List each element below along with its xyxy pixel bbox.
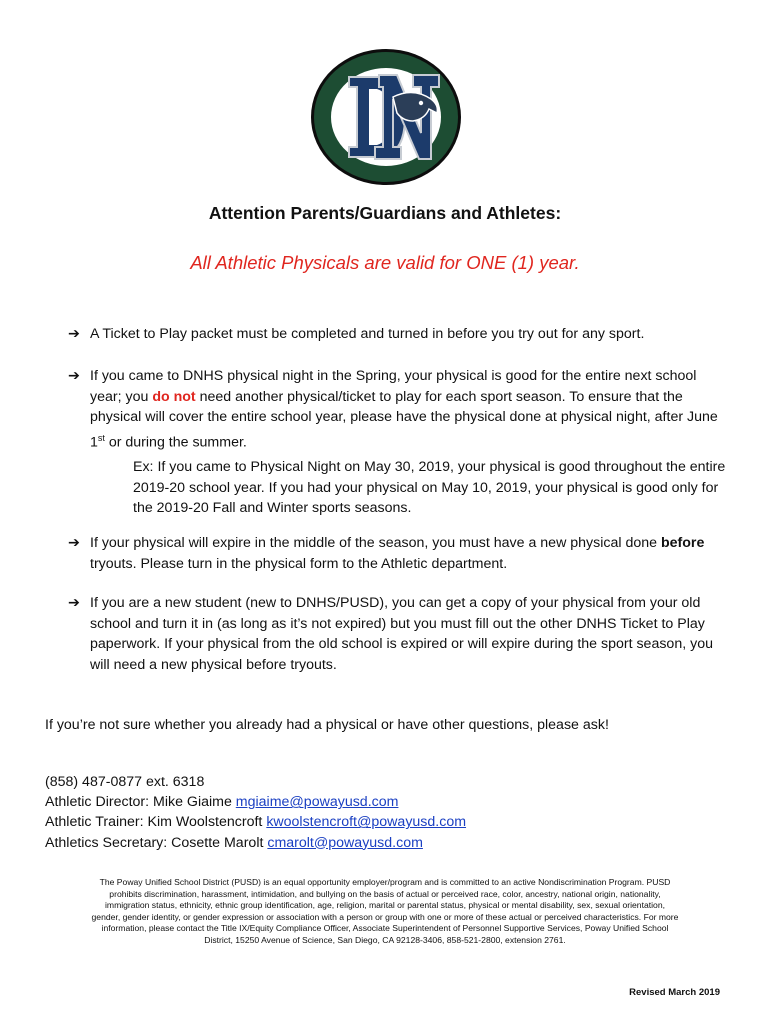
example-paragraph: Ex: If you came to Physical Night on May 30, 2019, your physical is good throughout the entire 2019-20 school year. If you had your physical on May 10, 2019, your physical is good only for the 2019-20 Fall and Winter sports seasons. (133, 459, 726, 516)
bullet-text-part: or during the summer. (104, 434, 247, 451)
school-logo (309, 47, 463, 187)
bullet-physical-night (68, 366, 728, 453)
bullet-text-part: tryouts. Please turn in the physical form to the Athletic department. (90, 555, 508, 572)
phone-number: (858) 487-0877 ext. 6318 (45, 774, 205, 790)
bullet-text-part: If your physical will expire in the middle of the season, you must have a new physical done (90, 535, 661, 551)
ordinal-suffix: st (97, 432, 105, 443)
page-title: Attention Parents/Guardians and Athletes: (208, 203, 562, 223)
do-not-emphasis: do not (152, 388, 196, 405)
arrow-icon: ➔ (68, 368, 80, 384)
bullet-expire-mid-season (68, 533, 728, 574)
bullet-text (90, 533, 728, 574)
arrow-icon: ➔ (68, 326, 80, 342)
before-emphasis: before (660, 535, 705, 551)
questions-line: If you’re not sure whether you already had a physical or have other questions, please ask! (45, 717, 609, 733)
secretary-email-link[interactable]: cmarolt@powayusd.com (267, 834, 423, 851)
bullet-text: A Ticket to Play packet must be completed and turned in before you try out for any sport. (90, 326, 645, 342)
athletics-secretary (45, 833, 466, 853)
arrow-icon: ➔ (68, 595, 80, 611)
bullet-text: If you are a new student (new to DNHS/PUSD), you can get a copy of your physical from your old school and turn it in (as long as it’s not expired) but you must fill out the other DNHS Ticket to Play paperwork. If your physical from the old school is expired or will expire during the sport season, you will need a new physical before tryouts. (90, 595, 713, 673)
director-email-link[interactable]: mgiaime@powayusd.com (235, 794, 399, 811)
bullet-text-part: need another physical/ticket to play for each sport season. To ensure that the physical will cover the entire school year, please have the physical done at physical night, after June 1 (90, 388, 718, 451)
contact-label: Athletic Trainer: Kim Woolstencroft (45, 814, 267, 831)
trainer-email-link[interactable]: kwoolstencroft@powayusd.com (266, 814, 467, 831)
arrow-icon: ➔ (68, 535, 80, 551)
contact-label: Athletic Director: Mike Giaime (45, 794, 236, 811)
nondiscrimination-notice: The Poway Unified School District (PUSD) is an equal opportunity employer/program and is committed to an active Nondiscrimination Program. PUSD prohibits discrimination, harassment, intimidation, and bullying on the basis of actual or perceived race, color, ancestry, national origin, nationality, immigration status, ethnicity, ethnic group identification, age, religion, marital or parental status, physical or mental disability, sex, sexual orientation, gender, gender identity, or gender expression or association with a person or group with one or more of these actual or perceived characteristics. For more information, please contact the Title IX/Equity Compliance Officer, Associate Superintendent of Personnel Supportive Services, Poway Unified School District, 15250 Avenue of Science, San Diego, CA 92128-3406, 858-521-2800, extension 2761. (91, 877, 679, 945)
athletic-director (45, 792, 466, 812)
athletic-trainer (45, 812, 466, 832)
revision-date: Revised March 2019 (629, 987, 720, 998)
bullet-text-part: If you came to DNHS physical night in the Spring, your physical is good for the entire next school year; you (90, 368, 697, 405)
contact-label: Athletics Secretary: Cosette Marolt (45, 834, 268, 851)
bullet-ticket-to-play (68, 324, 728, 345)
contact-block (45, 772, 466, 853)
bullet-new-student (68, 593, 728, 675)
bullet-text (90, 366, 728, 453)
validity-notice: All Athletic Physicals are valid for ONE (1) year. (190, 252, 580, 273)
